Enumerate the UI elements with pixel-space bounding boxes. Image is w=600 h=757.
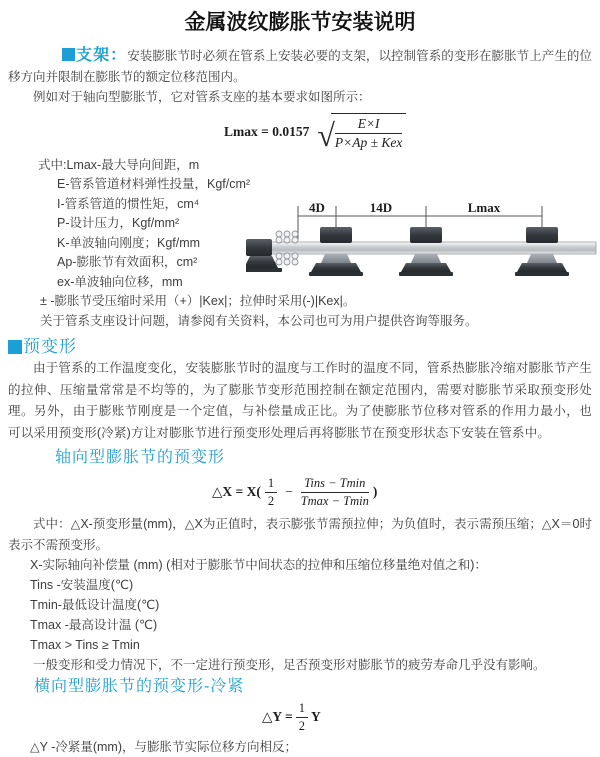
one-half-fraction — [296, 701, 308, 733]
definition-line: 关于管系支座设计问题，请参阅有关资料，本公司也可为用户提供咨询等服务。 — [40, 313, 478, 328]
sqrt-radical — [317, 113, 406, 154]
lateral-subsection-heading: 横向型膨胀节的预变形-冷紧 — [34, 678, 245, 695]
axial-formula — [212, 474, 600, 510]
fraction-numerator: Tins − Tmin — [301, 476, 369, 492]
support-intro-paragraph — [8, 46, 592, 87]
fraction-numerator: 1 — [265, 476, 277, 492]
axial-formula-rhs: ) — [372, 484, 378, 499]
pipe-support-diagram-svg — [246, 200, 598, 300]
lateral-formula-lhs: △Y = — [262, 709, 293, 724]
dim-label-4d: 4D — [309, 200, 325, 215]
temperature-order-line: Tmax > Tins ≥ Tmin — [30, 638, 140, 652]
definition-line: E-管系管道材料弹性投量，Kgf/cm² — [57, 177, 251, 191]
support-example-paragraph: 例如对于轴向型膨胀节，它对管系支座的基本要求如图所示： — [33, 90, 371, 104]
lmax-formula-numerator: E×I — [335, 116, 403, 134]
dim-label-lmax: Lmax — [467, 200, 501, 215]
definition-line: P-设计压力，Kgf/mm² — [57, 216, 180, 230]
lmax-formula-lhs: Lmax = 0.0157 — [224, 123, 310, 139]
section-marker-icon — [62, 48, 75, 61]
axial-subsection-heading: 轴向型膨胀节的预变形 — [55, 449, 226, 466]
pipe-support-diagram — [246, 200, 598, 300]
tmax-definition-line: Tmax -最高设计温 (℃) — [30, 618, 158, 632]
definition-line: ± -膨胀节受压缩时采用（+）|Kex|；拉伸时采用(-)|Kex|。 — [40, 294, 356, 308]
section-marker-icon — [8, 340, 22, 354]
fraction-denominator: 2 — [267, 493, 275, 508]
support-intro-text: 安装膨胀节时必须在管系上安装必要的支架，以控制管系的变形在膨胀节上产生的位移方向并限制在膨胀节的额定位移范围内。 — [8, 49, 592, 84]
fraction-denominator: Tmax − Tmin — [300, 493, 369, 508]
dim-label-14d: 14D — [369, 200, 393, 215]
support-section-label: 支架： — [76, 47, 128, 64]
tmin-definition-line: Tmin-最低设计温度(℃) — [30, 598, 160, 612]
axial-formula-lhs: △X = X( — [212, 484, 261, 499]
fraction-denominator: 2 — [298, 718, 305, 733]
definition-line: ex-单波轴向位移，mm — [57, 274, 183, 289]
predeform-section-heading — [8, 337, 592, 358]
tins-definition-line: Tins -安装温度(℃) — [30, 578, 134, 592]
cold-tightening-line: △Y -冷紧量(mm)，与膨胀节实际位移方向相反； — [30, 740, 298, 754]
radical-sign: √ — [317, 117, 335, 154]
x-definition-line: X-实际轴向补偿量 (mm) (相对于膨胀节中间状态的拉伸和压缩位移量绝对值之和)： — [30, 558, 487, 572]
document-page — [0, 10, 600, 754]
definition-line: 式中:Lmax-最大导向间距，m — [38, 157, 200, 172]
lmax-formula-denominator: P×Ap ± Kex — [334, 134, 403, 150]
predeform-section-label: 预变形 — [23, 337, 77, 356]
predeform-paragraph: 由于管系的工作温度变化，安装膨胀节时的温度与工作时的温度不同，管系热膨胀冷缩对膨胀节产生的拉伸、压缩量常常是不均等的，为了膨胀节变形范围控制在额定范围内，需要对膨胀节采取预变形处理。另外，由于膨账节刚度是一个定值，与补偿量成正比。为了使膨胀节位移对管系的作用力最小，也可以采用预变形(冷紧)方让对膨胀节进行预变形处理后再将膨胀节在预变形状态下安装在管系中。 — [8, 361, 592, 440]
pipe — [250, 242, 596, 254]
page-title: 金属波纹膨胀节安装说明 — [184, 11, 416, 34]
temperature-fraction — [301, 476, 369, 508]
definition-line: Ap-膨胀节有效面积，cm² — [57, 255, 198, 269]
lateral-formula — [262, 701, 600, 733]
lateral-formula-rhs: Y — [310, 709, 321, 724]
minus-sign: − — [285, 484, 293, 499]
axial-note-paragraph: 一般变形和受力情况下，不一定进行预变形，足否预变形对膨胀节的疲劳寿命几乎没有影响。 — [33, 658, 546, 672]
axial-explanation-paragraph: 式中：△X-预变形量(mm)，△X为正值时，表示膨张节需预拉伸；为负值时，表示需预压缩；△X＝0时表示不需预变形。 — [8, 517, 592, 552]
one-half-fraction — [265, 476, 277, 508]
fraction-numerator: 1 — [296, 701, 308, 717]
definition-line: K-单波轴向刚度；Kgf/mm — [57, 235, 201, 250]
definition-line: I-管系管道的惯性矩，cm⁴ — [57, 196, 200, 211]
lmax-formula — [224, 112, 600, 152]
